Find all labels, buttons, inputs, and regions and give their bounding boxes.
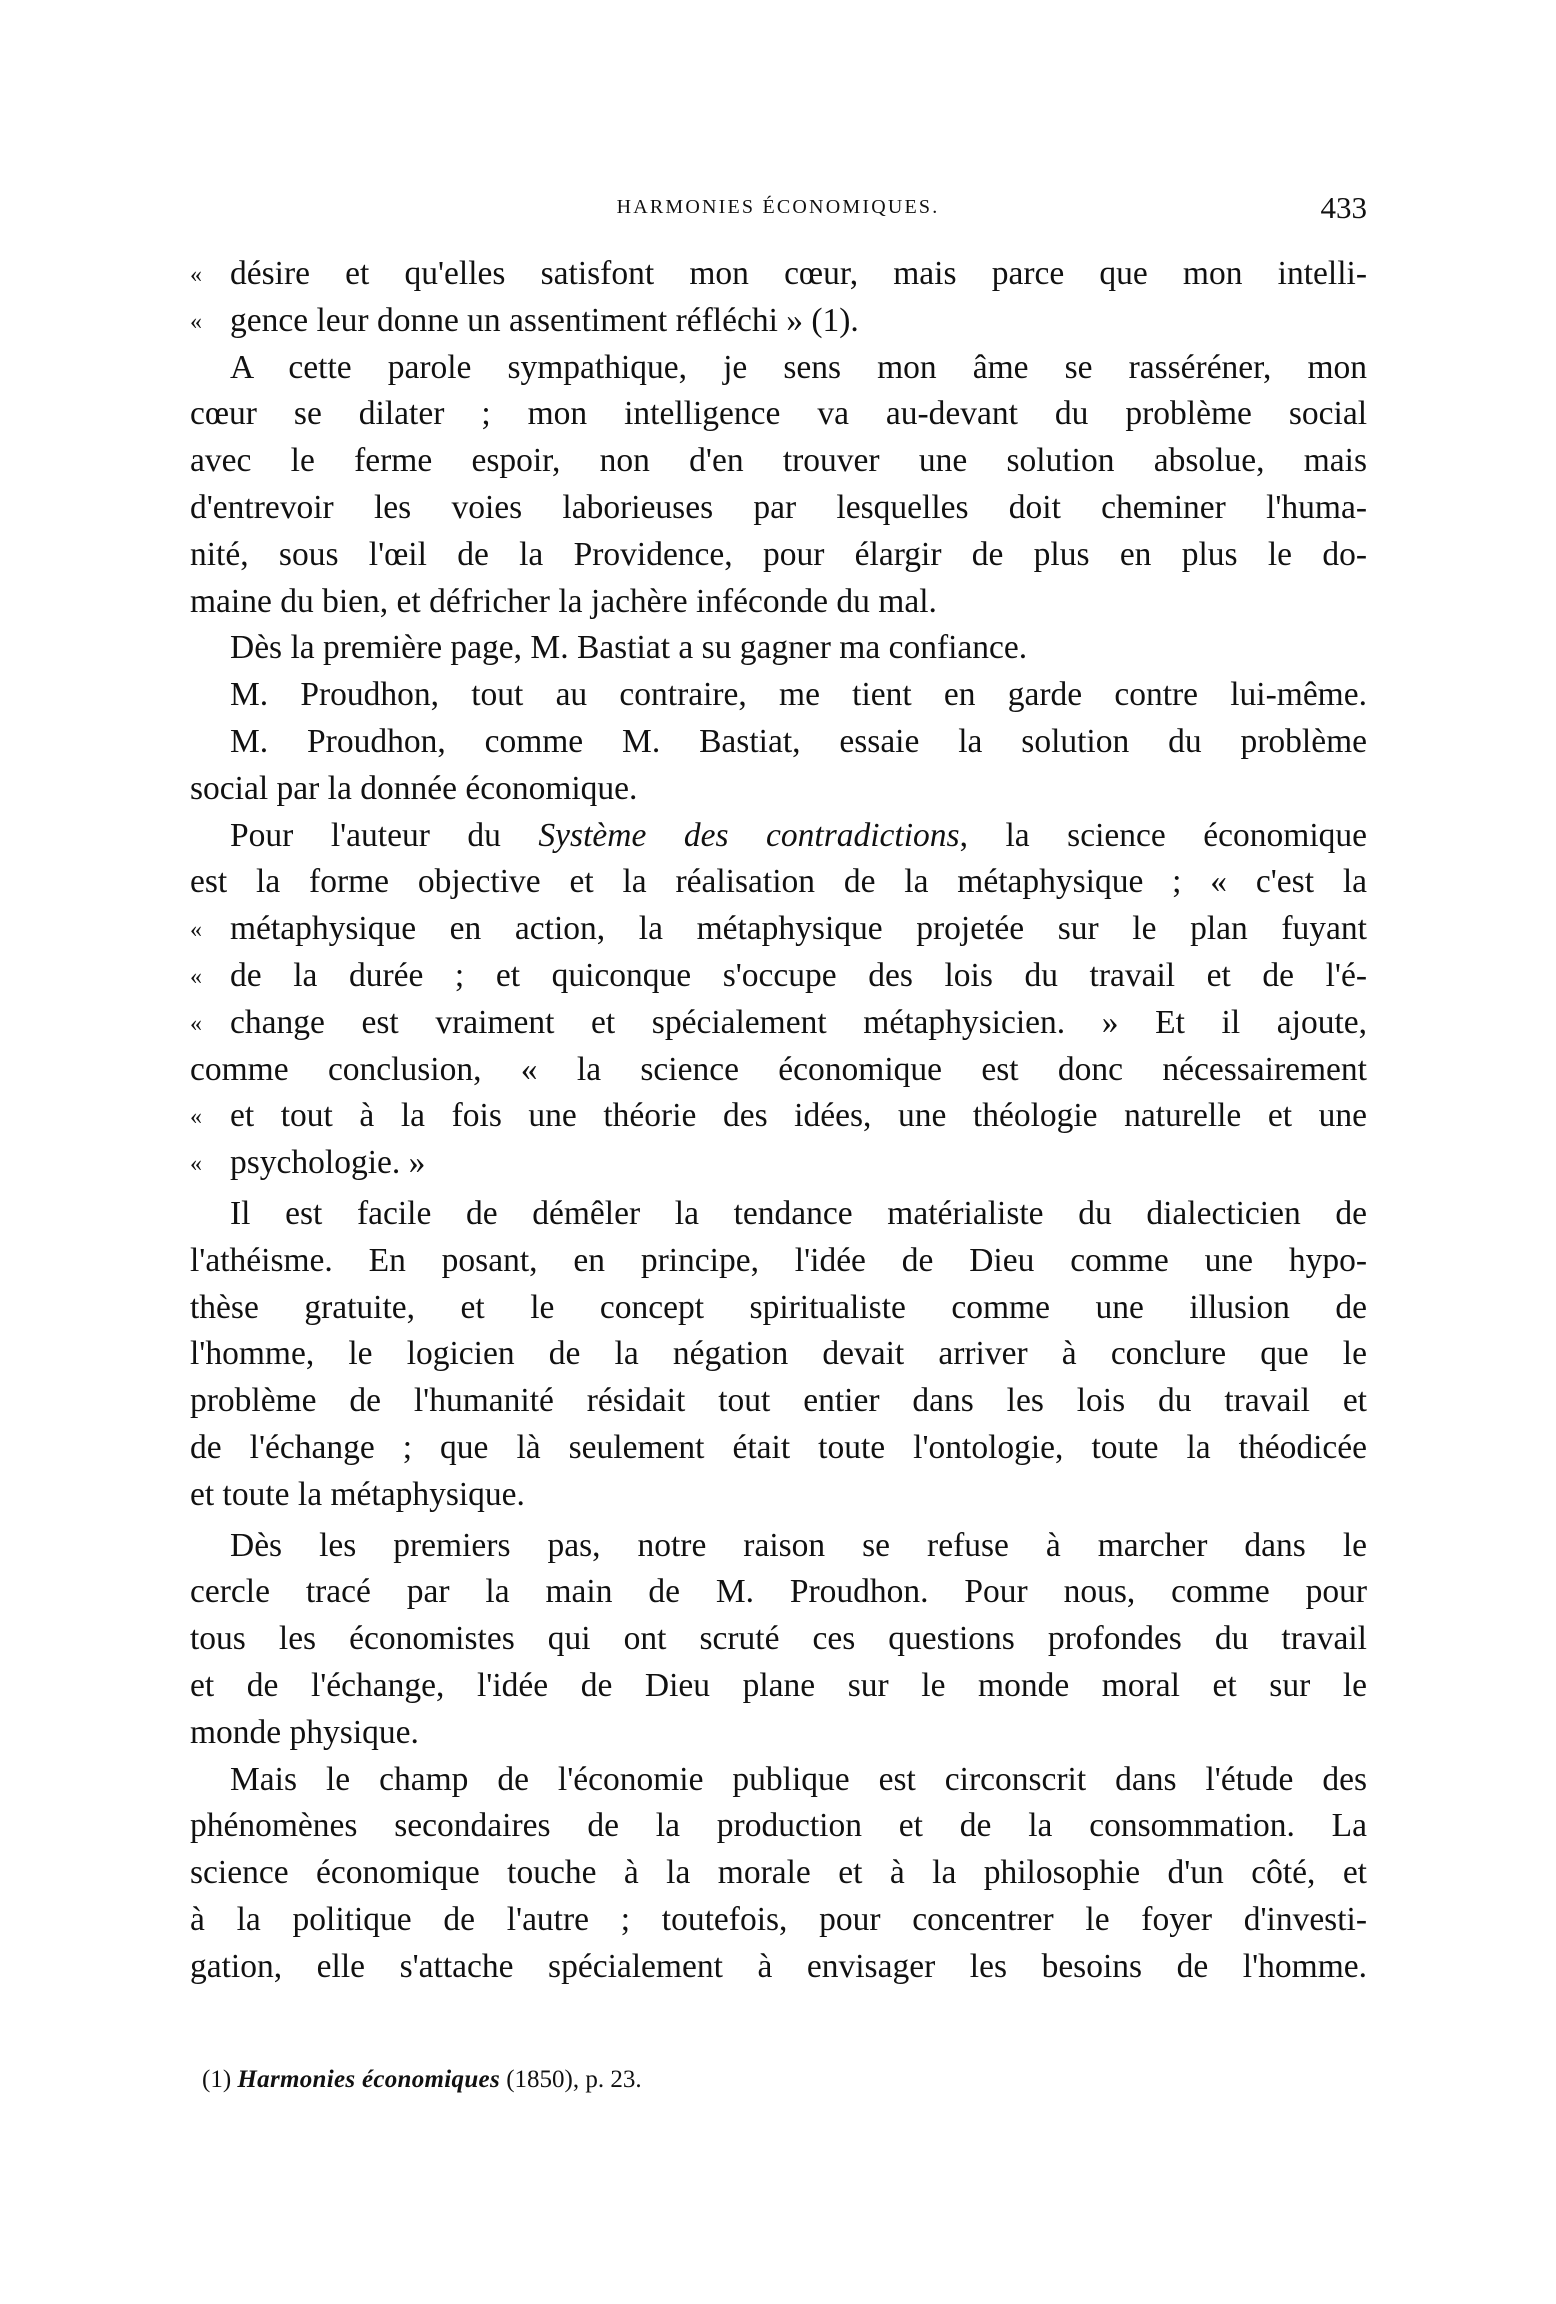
text-line: l'athéisme. En posant, en principe, l'idée de Dieu comme une hypo- [190,1241,1367,1279]
paragraph-start: M. Proudhon, tout au contraire, me tient en garde contre lui-même. [230,676,1367,714]
footnote-citation: (1850), p. 23. [499,2066,642,2093]
book-title: Système des contradictions [538,816,960,854]
text-line: thèse gratuite, et le concept spiritualiste comme une illusion de [190,1288,1367,1326]
text-line: cœur se dilater ; mon intelligence va au-devant du problème social [190,395,1367,433]
text-line: et toute la métaphysique. [190,1475,525,1513]
running-title: HARMONIES ÉCONOMIQUES. [616,196,940,218]
text-line: « métaphysique en action, la métaphysique projetée sur le plan fuyant [190,906,1367,953]
text-line: « désire et qu'elles satisfont mon cœur, mais parce que mon intelli- [190,251,1367,298]
text-line: et de l'échange, l'idée de Dieu plane sur le monde moral et sur le [190,1666,1367,1704]
footnote [202,2066,642,2094]
footnote-marker: (1) [202,2066,232,2093]
text-line: d'entrevoir les voies laborieuses par lesquelles doit cheminer l'huma- [190,488,1367,526]
text-line: « gence leur donne un assentiment réfléchi » (1). [190,298,1367,345]
text-line: gation, elle s'attache spécialement à envisager les besoins de l'homme. [190,1947,1367,1985]
paragraph-start: Dès les premiers pas, notre raison se refuse à marcher dans le [230,1526,1367,1564]
text-line: tous les économistes qui ont scruté ces questions profondes du travail [190,1620,1367,1658]
quote-mark: « [190,262,202,288]
text-line: à la politique de l'autre ; toutefois, pour concentrer le foyer d'investi- [190,1900,1367,1938]
body-text [190,251,1367,1990]
text-line: science économique touche à la morale et à la philosophie d'un côté, et [190,1854,1367,1892]
quote-mark: « [190,1104,202,1131]
quote-mark: « [190,1010,202,1037]
running-head [0,190,1556,225]
paragraph-start: Dès la première page, M. Bastiat a su gagner ma confiance. [230,629,1028,667]
text-line: problème de l'humanité résidait tout entier dans les lois du travail et [190,1382,1367,1420]
text-line: « change est vraiment et spécialement métaphysicien. » Et il ajoute, [190,1000,1367,1047]
text-line: monde physique. [190,1713,419,1751]
paragraph-start: Mais le champ de l'économie publique est circonscrit dans l'étude des [230,1760,1367,1798]
text-line: « et tout à la fois une théorie des idées, une théologie naturelle et une [190,1093,1367,1140]
paragraph-start: Pour l'auteur du Système des contradictions, la science économique [230,816,1368,854]
text-line: social par la donnée économique. [190,769,638,807]
text-line: l'homme, le logicien de la négation devait arriver à conclure que le [190,1335,1367,1373]
text-line: cercle tracé par la main de M. Proudhon. Pour nous, comme pour [190,1573,1367,1611]
footnote-title: Harmonies économiques [237,2066,500,2093]
quote-mark: « [190,917,202,944]
text-line: « de la durée ; et quiconque s'occupe des lois du travail et de l'é- [190,953,1367,1000]
text-line: avec le ferme espoir, non d'en trouver une solution absolue, mais [190,442,1367,480]
paragraph-start: M. Proudhon, comme M. Bastiat, essaie la solution du problème [230,722,1367,760]
text-line: phénomènes secondaires de la production et de la consommation. La [190,1807,1367,1845]
paragraph-start: Il est facile de démêler la tendance matérialiste du dialecticien de [230,1194,1367,1232]
text-line: maine du bien, et défricher la jachère inféconde du mal. [190,582,937,620]
quote-mark: « [190,308,202,335]
quote-mark: « [190,1151,202,1178]
text-line: « psychologie. » [190,1140,1367,1187]
paragraph-start: A cette parole sympathique, je sens mon âme se rasséréner, mon [230,348,1367,386]
quote-mark: « [190,963,202,990]
text-line: nité, sous l'œil de la Providence, pour élargir de plus en plus le do- [190,535,1367,573]
text-line: de l'échange ; que là seulement était toute l'ontologie, toute la théodicée [190,1428,1367,1466]
text-line: est la forme objective et la réalisation de la métaphysique ; « c'est la [190,863,1367,901]
text-line: comme conclusion, « la science économique est donc nécessairement [190,1050,1367,1088]
page-number: 433 [1320,190,1367,225]
